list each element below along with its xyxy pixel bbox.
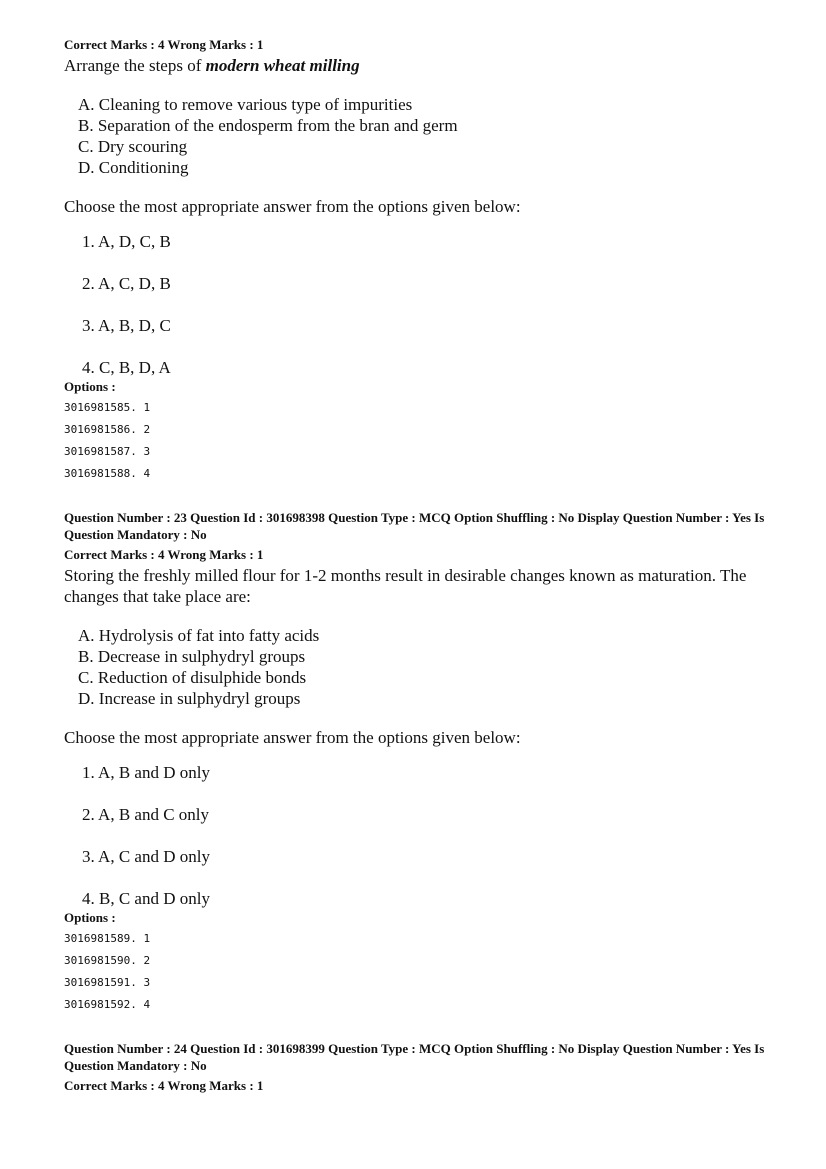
answer-list bbox=[82, 762, 784, 909]
statement-item: C. Reduction of disulphide bonds bbox=[78, 668, 307, 687]
answer-list bbox=[82, 231, 784, 378]
option-id-item: 3016981586. 2 bbox=[64, 423, 151, 436]
answer-item: 4. B, C and D only bbox=[82, 889, 210, 908]
question-header: Question Number : 23 Question Id : 301698398 Question Type : MCQ Option Shuffling : No Display Question Number : Yes Is Question Mandatory : No bbox=[64, 510, 765, 542]
statement-item: B. Separation of the endosperm from the bran and germ bbox=[78, 116, 458, 135]
option-id-list bbox=[64, 397, 784, 485]
statement-item: A. Hydrolysis of fat into fatty acids bbox=[78, 626, 320, 645]
option-id-item: 3016981591. 3 bbox=[64, 976, 151, 989]
answer-item: 3. A, C and D only bbox=[82, 847, 210, 866]
question-22 bbox=[64, 36, 784, 485]
statement-list bbox=[78, 94, 784, 178]
options-label: Options : bbox=[64, 379, 116, 394]
statement-item: C. Dry scouring bbox=[78, 137, 188, 156]
stem-text: Arrange the steps of bbox=[64, 56, 206, 75]
instruction-text: Choose the most appropriate answer from the options given below: bbox=[64, 728, 521, 747]
statement-item: A. Cleaning to remove various type of impurities bbox=[78, 95, 413, 114]
option-id-item: 3016981589. 1 bbox=[64, 932, 151, 945]
question-stem bbox=[64, 55, 784, 76]
marks-line: Correct Marks : 4 Wrong Marks : 1 bbox=[64, 547, 264, 562]
question-24 bbox=[64, 1040, 784, 1094]
question-header: Question Number : 24 Question Id : 301698399 Question Type : MCQ Option Shuffling : No Display Question Number : Yes Is Question Mandatory : No bbox=[64, 1041, 765, 1073]
options-label: Options : bbox=[64, 910, 116, 925]
statement-item: D. Conditioning bbox=[78, 158, 189, 177]
answer-item: 3. A, B, D, C bbox=[82, 316, 171, 335]
option-id-item: 3016981588. 4 bbox=[64, 467, 151, 480]
statement-list bbox=[78, 625, 784, 709]
option-id-list bbox=[64, 928, 784, 1016]
statement-item: B. Decrease in sulphydryl groups bbox=[78, 647, 306, 666]
exam-page bbox=[64, 36, 784, 1094]
answer-item: 2. A, B and C only bbox=[82, 805, 210, 824]
answer-item: 1. A, D, C, B bbox=[82, 232, 171, 251]
option-id-item: 3016981592. 4 bbox=[64, 998, 151, 1011]
stem-emphasis: modern wheat milling bbox=[205, 56, 360, 75]
statement-item: D. Increase in sulphydryl groups bbox=[78, 689, 301, 708]
answer-item: 2. A, C, D, B bbox=[82, 274, 171, 293]
instruction-text: Choose the most appropriate answer from the options given below: bbox=[64, 197, 521, 216]
answer-item: 4. C, B, D, A bbox=[82, 358, 171, 377]
marks-line: Correct Marks : 4 Wrong Marks : 1 bbox=[64, 1078, 264, 1093]
option-id-item: 3016981587. 3 bbox=[64, 445, 151, 458]
question-23 bbox=[64, 509, 784, 1016]
option-id-item: 3016981585. 1 bbox=[64, 401, 151, 414]
question-stem: Storing the freshly milled flour for 1-2 months result in desirable changes known as maturation. The changes that take place are: bbox=[64, 566, 747, 606]
marks-line: Correct Marks : 4 Wrong Marks : 1 bbox=[64, 37, 264, 52]
answer-item: 1. A, B and D only bbox=[82, 763, 210, 782]
option-id-item: 3016981590. 2 bbox=[64, 954, 151, 967]
